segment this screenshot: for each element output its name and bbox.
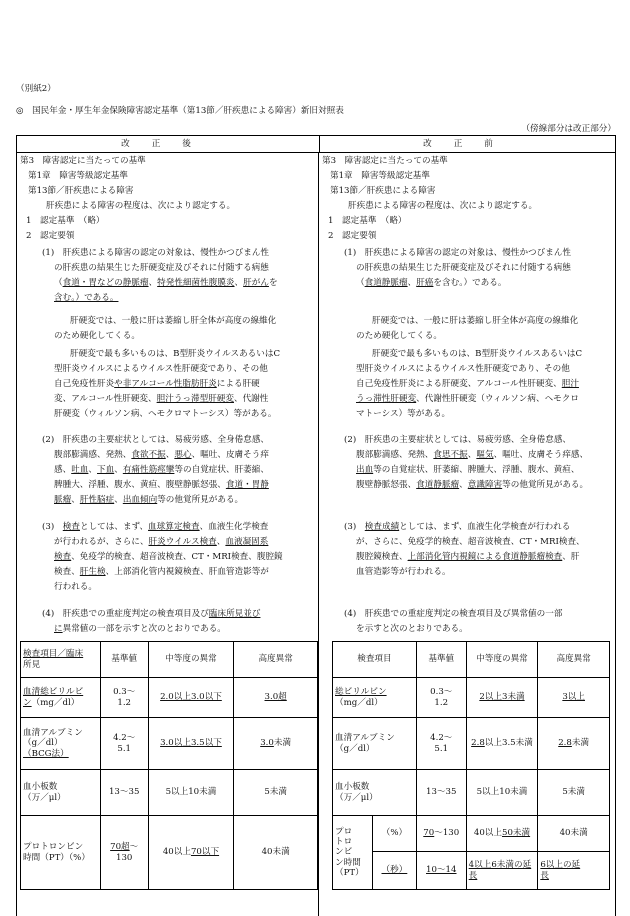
table-cell: [148, 678, 234, 718]
underline-note: （傍線部分は改正部分）: [521, 124, 616, 134]
amended-text: 50未満: [501, 828, 531, 839]
text: 0.3～: [113, 687, 136, 698]
old-p5-line: 血管造影等が行われる。: [356, 567, 451, 577]
text: （万／μl）: [335, 792, 378, 803]
table-row: [21, 718, 318, 770]
text: 40以上: [162, 847, 191, 858]
text: 、: [71, 495, 80, 505]
text: 、代謝性肝硬変（ウィルソン病、ヘモクロ: [416, 394, 579, 404]
old-p2: 肝硬変では、一般に肝は萎縮し肝全体が高度の線維化: [372, 316, 579, 326]
amended-text: 検査: [62, 522, 80, 532]
old-p4: (2) 肝疾患の主要症状としては、易疲労感、全身倦怠感、: [344, 435, 572, 445]
text: ンビ: [335, 847, 353, 858]
amended-text: 70超: [110, 842, 130, 853]
old-p3-line: 型肝炎ウイルスによるウイルス性肝硬変であり、その他: [356, 364, 570, 374]
old-p5-line: が、さらに、免疫学的検査、超音波検査、CT・MRI検査、: [356, 537, 585, 547]
text: 、: [88, 465, 98, 475]
new-p3-line: [54, 394, 268, 404]
text: 、肝: [562, 552, 580, 562]
amended-text: 検査成績: [364, 522, 400, 532]
table-cell: [372, 852, 416, 890]
text: 自己免疫性肝炎による肝硬変、アルコール性肝硬変、: [356, 379, 562, 389]
old-p3-line: [356, 394, 579, 404]
text: 、嘔吐、皮膚そう痒感、: [493, 450, 589, 460]
text: 130: [115, 852, 133, 863]
table-cell: （%）: [372, 816, 416, 852]
table-header-cell: 基準値: [416, 642, 466, 678]
table-cell: 5以上10未満: [148, 770, 234, 816]
text: 自己免疫性肝炎: [54, 379, 115, 389]
table-cell: [416, 816, 466, 852]
amended-text: 肝性脳症: [79, 495, 115, 505]
table-cell: [148, 816, 234, 890]
text: 、: [114, 495, 123, 505]
table-cell: [100, 816, 148, 890]
text: （万／μl）: [23, 792, 66, 803]
table-cell: 5未満: [234, 770, 318, 816]
old-p1-line: の肝疾患の結果生じた肝硬変症及びそれに付随する病態: [356, 263, 571, 273]
table-row: [21, 642, 318, 678]
text: 未満: [273, 738, 292, 749]
new-p3-line: [54, 379, 260, 389]
table-cell: 13～35: [416, 770, 466, 816]
new-p1-line: [54, 278, 278, 288]
table-cell: [333, 816, 373, 890]
new-column: [16, 155, 318, 916]
table-row: [333, 678, 610, 718]
text: 、: [114, 465, 123, 475]
text: 、: [459, 480, 468, 490]
table-cell: [234, 718, 318, 770]
new-item1: 1 認定基準 （略）: [26, 216, 105, 226]
old-item1: 1 認定基準 （略）: [328, 216, 407, 226]
amended-text: 2.8: [471, 738, 485, 749]
amended-text: 意識障害: [467, 480, 503, 490]
old-chapter: 第1章 障害等級認定基準: [330, 171, 430, 181]
text: 、上部消化管内視鏡検査、肝血管造影等が: [105, 567, 269, 577]
old-p1: (1) 肝疾患による障害の認定の対象は、慢性かつびまん性: [344, 248, 572, 258]
amended-text: 総ビリルビン: [335, 687, 387, 698]
new-subsection: 第13節／肝疾患による障害: [28, 186, 134, 196]
text: 、: [165, 450, 175, 460]
text: 、代謝性: [233, 394, 269, 404]
text: 等の他覚所見がある。: [502, 480, 589, 490]
new-p3-line: 肝硬変（ウィルソン病、ヘモクロマトーシス）等がある。: [54, 409, 277, 419]
text: 血清アルブミン: [335, 733, 395, 744]
new-p2: 肝硬変では、一般に肝は萎縮し肝全体が高度の線維化: [70, 316, 277, 326]
table-row: [333, 852, 610, 890]
text: 感、: [54, 465, 72, 475]
new-item2: 2 認定要領: [26, 231, 75, 241]
text: （mg／dl）: [335, 697, 383, 708]
text: 1.2: [434, 697, 449, 708]
new-p5-line: [54, 537, 268, 547]
amended-text: 長: [540, 870, 549, 881]
table-cell: 5未満: [538, 770, 610, 816]
table-cell: [21, 678, 101, 718]
old-subsection: 第13節／肝疾患による障害: [330, 186, 436, 196]
table-cell: [333, 770, 417, 816]
new-p4-line: [54, 495, 243, 505]
old-p3: 肝硬変で最も多いものは、B型肝炎ウイルスあるいはC: [372, 349, 583, 359]
amended-text: 3以上: [562, 692, 585, 703]
old-p5: [344, 522, 570, 532]
amended-text: 3.0超: [264, 692, 287, 703]
new-p1: (1) 肝疾患による障害の認定の対象は、慢性かつびまん性: [42, 248, 270, 258]
text: 脾腫大、浮腫、腹水、黄疸、腹壁静脈怒張、: [54, 480, 226, 490]
table-header-cell: 高度異常: [234, 642, 318, 678]
table-cell: [21, 718, 101, 770]
text: 未満: [571, 738, 590, 749]
amended-text: 血球算定検査: [148, 522, 200, 532]
amended-text: 食道・胃静: [225, 480, 269, 490]
new-p5-line: 行われる。: [54, 582, 97, 592]
table-cell: [538, 678, 610, 718]
table-cell: 5以上10未満: [466, 770, 538, 816]
amended-text: 胆汁うっ滞型肝硬変: [156, 394, 234, 404]
text: 所見: [23, 659, 41, 670]
table-cell: [466, 678, 538, 718]
amended-text: や非アルコール性脂肪肝炎: [114, 379, 217, 389]
amended-text: 臨床所見並び: [208, 609, 261, 619]
table-row: [333, 770, 610, 816]
amended-text: 悪心: [174, 450, 192, 460]
table-cell: 40未満: [538, 816, 610, 852]
text: 40以上: [473, 828, 502, 839]
text: 等の自覚症状、肝萎縮、: [174, 465, 269, 475]
text: 、: [234, 278, 244, 288]
text: 、: [148, 278, 158, 288]
amended-text: 脈瘤: [54, 495, 72, 505]
table-cell: [21, 770, 101, 816]
table-cell: [538, 852, 610, 890]
amended-text: 3.0: [260, 738, 274, 749]
old-p3-line: マトーシス）等がある。: [356, 409, 451, 419]
text: 、: [407, 278, 417, 288]
table-cell: [466, 816, 538, 852]
amended-text: 食思不振: [433, 450, 468, 460]
text: （: [356, 278, 365, 288]
text: 腹部膨満感、発熱、: [54, 450, 132, 460]
table-cell: [466, 852, 538, 890]
text: （g／dl）: [335, 743, 375, 754]
new-p4-line: [54, 465, 269, 475]
text: (3): [344, 522, 365, 532]
amended-text: 出血: [356, 465, 374, 475]
text: プロ: [335, 826, 353, 837]
table-header-cell: 高度異常: [538, 642, 610, 678]
amended-text: に: [54, 624, 63, 634]
text: (4) 肝疾患での重症度判定の検査項目及び: [42, 609, 209, 619]
amended-text: 6以上の延: [540, 860, 581, 871]
text: 、: [467, 450, 477, 460]
old-section-title: 第3 障害認定に当たっての基準: [322, 156, 448, 166]
text: が行われるが、さらに、: [54, 537, 149, 547]
amended-text: 2以上3未満: [479, 692, 525, 703]
old-column: [318, 155, 616, 916]
comparison-header: [16, 135, 616, 153]
text: による肝硬: [216, 379, 260, 389]
table-cell: [333, 718, 417, 770]
amended-text: 検査: [54, 552, 72, 562]
amended-text: 下血: [97, 465, 115, 475]
table-header-cell: 基準値: [100, 642, 148, 678]
amended-text: （BCG法）: [23, 748, 69, 759]
text: 腹壁静脈怒張、: [356, 480, 417, 490]
header-new: 改正後: [121, 139, 213, 149]
amended-text: 胆汁: [561, 379, 579, 389]
table-header-cell: 中等度の異常: [466, 642, 538, 678]
table-header-cell: [21, 642, 101, 678]
text: ～130: [434, 828, 460, 839]
old-p6: (4) 肝疾患での重症度判定の検査項目及び異常値の一部: [344, 609, 563, 619]
table-cell: [100, 718, 148, 770]
amended-text: 食欲不振: [131, 450, 166, 460]
text: を含む。）である。: [433, 278, 507, 288]
text: 血小板数: [23, 782, 58, 793]
amended-text: 特発性細菌性腹膜炎: [157, 278, 235, 288]
table-row: [21, 770, 318, 816]
amended-text: 上部消化管内視鏡による食道静脈瘤検査: [407, 552, 563, 562]
new-p3-line: 型肝炎ウイルスによるウイルス性肝硬変であり、その他: [54, 364, 268, 374]
text: 1.2: [117, 697, 132, 708]
text: ン時間: [335, 857, 361, 868]
text: トロ: [335, 837, 353, 848]
table-cell: [538, 718, 610, 770]
new-p5: [42, 522, 268, 532]
table-cell: 13～35: [100, 770, 148, 816]
table-row: [333, 642, 610, 678]
amended-text: 4以上6未満の延: [468, 860, 532, 871]
text: 、免疫学的検査、超音波検査、CT・MRI検査、腹腔鏡: [71, 552, 283, 562]
amended-text: ン: [23, 697, 32, 708]
old-p6-line: を示すと次のとおりである。: [356, 624, 468, 634]
new-p6: [42, 609, 260, 619]
text: （mg／dl）: [31, 697, 80, 708]
text: (3): [42, 522, 63, 532]
text: 等の他覚所見がある。: [157, 495, 244, 505]
amended-text: 70以下: [190, 847, 220, 858]
new-criteria-table: [20, 641, 318, 890]
text: を: [268, 278, 278, 288]
new-p2-line: のため硬化してくる。: [54, 331, 140, 341]
new-p4-line: [54, 450, 269, 460]
document-title: ◎ 国民年金・厚生年金保険障害認定基準（第13節／肝疾患による障害）新旧対照表: [16, 106, 344, 116]
table-cell: [466, 718, 538, 770]
text: 変、アルコール性肝硬変、: [54, 394, 157, 404]
new-p1-line: の肝疾患の結果生じた肝硬変症及びそれに付随する病態: [54, 263, 269, 273]
amended-text: 肝炎ウイルス検査: [148, 537, 217, 547]
old-p4-line: [356, 465, 579, 475]
annex-label: （別紙2）: [16, 84, 56, 94]
new-section-title: 第3 障害認定に当たっての基準: [20, 156, 146, 166]
old-p4-line: [356, 450, 588, 460]
new-p3: 肝硬変で最も多いものは、B型肝炎ウイルスあるいはC: [70, 349, 281, 359]
amended-text: 検査項目／臨床: [23, 649, 84, 660]
table-header-cell: 中等度の異常: [148, 642, 234, 678]
old-p2-line: のため硬化してくる。: [356, 331, 442, 341]
old-p1-line: [356, 278, 506, 288]
amended-text: 吐血: [71, 465, 89, 475]
table-cell: [333, 678, 417, 718]
text: としては、まず、: [79, 522, 149, 532]
text: 腹部膨満感、発熱、: [356, 450, 434, 460]
text: （g／dl）: [23, 738, 63, 749]
old-criteria-table: [332, 641, 610, 890]
amended-text: （秒）: [381, 865, 408, 876]
amended-text: 嘔気: [476, 450, 494, 460]
header-old: 改正前: [423, 139, 515, 149]
text: ～: [129, 842, 139, 853]
text: 異常値の一部を示すと次のとおりである。: [62, 624, 226, 634]
amended-text: 有痛性筋痙攣: [122, 465, 175, 475]
amended-text: うっ滞性肝硬変: [356, 394, 417, 404]
table-cell: [148, 718, 234, 770]
amended-text: 食道・胃などの静脈瘤: [62, 278, 149, 288]
amended-text: 肝癌: [416, 278, 434, 288]
text: 時間（PT）（%）: [23, 852, 90, 863]
text: 検査、: [54, 567, 80, 577]
table-cell: [100, 678, 148, 718]
new-p6-line: [54, 624, 226, 634]
text: （: [54, 278, 63, 288]
table-cell: [416, 678, 466, 718]
amended-text: 血液凝固系: [225, 537, 269, 547]
table-header-cell: 検査項目: [333, 642, 417, 678]
table-row: [21, 816, 318, 890]
new-p4: (2) 肝疾患の主要症状としては、易疲労感、全身倦怠感、: [42, 435, 270, 445]
amended-text: 2.8: [558, 738, 572, 749]
text: （PT）: [335, 867, 364, 878]
text: 5.1: [117, 743, 132, 754]
text: としては、まず、血液生化学検査が行われる: [399, 522, 571, 532]
table-row: [21, 678, 318, 718]
amended-text: 肝がん: [243, 278, 269, 288]
table-row: [333, 718, 610, 770]
text: 5.1: [434, 743, 449, 754]
old-p4-line: [356, 480, 588, 490]
amended-text: 長: [468, 870, 478, 881]
text: プロトロンビン: [23, 842, 84, 853]
text: 、血液生化学検査: [199, 522, 269, 532]
text: 0.3～: [430, 687, 453, 698]
amended-text: 2.0以上3.0以下: [160, 692, 222, 703]
table-cell: [416, 718, 466, 770]
amended-text: 食道静脈瘤: [416, 480, 460, 490]
amended-text: 出血傾向: [122, 495, 158, 505]
new-p4-line: [54, 480, 269, 490]
amended-text: 含む。）である。: [54, 293, 119, 303]
text: 等の自覚症状、肝萎縮、脾腫大、浮腫、腹水、黄疸、: [373, 465, 580, 475]
amended-text: 70: [423, 828, 435, 839]
amended-text: 3.0以上3.5以下: [160, 738, 222, 749]
amended-text: 10～14: [426, 865, 457, 876]
table-row: [333, 816, 610, 852]
table-cell: [21, 816, 101, 890]
old-intro: 肝疾患による障害の程度は、次により認定する。: [348, 201, 538, 211]
text: 4.2～: [430, 733, 453, 744]
text: 4.2～: [113, 733, 136, 744]
table-cell: [234, 678, 318, 718]
old-item2: 2 認定要領: [328, 231, 377, 241]
text: 以上3.5未満: [484, 738, 533, 749]
new-p5-line: [54, 567, 269, 577]
table-cell: 40未満: [234, 816, 318, 890]
text: 、嘔吐、皮膚そう痒: [191, 450, 269, 460]
old-p3-line: [356, 379, 579, 389]
amended-text: 血清総ビリルビ: [23, 687, 84, 698]
new-p1-line: [54, 293, 118, 303]
amended-text: 食道静脈瘤: [364, 278, 408, 288]
new-intro: 肝疾患による障害の程度は、次により認定する。: [46, 201, 236, 211]
new-p5-line: [54, 552, 283, 562]
text: 、: [216, 537, 226, 547]
new-chapter: 第1章 障害等級認定基準: [28, 171, 128, 181]
text: 血小板数: [335, 782, 370, 793]
text: 腹腔鏡検査、: [356, 552, 408, 562]
old-p5-line: [356, 552, 579, 562]
amended-text: 肝生検: [79, 567, 106, 577]
table-cell: [416, 852, 466, 890]
text: 血清アルブミン: [23, 728, 83, 739]
